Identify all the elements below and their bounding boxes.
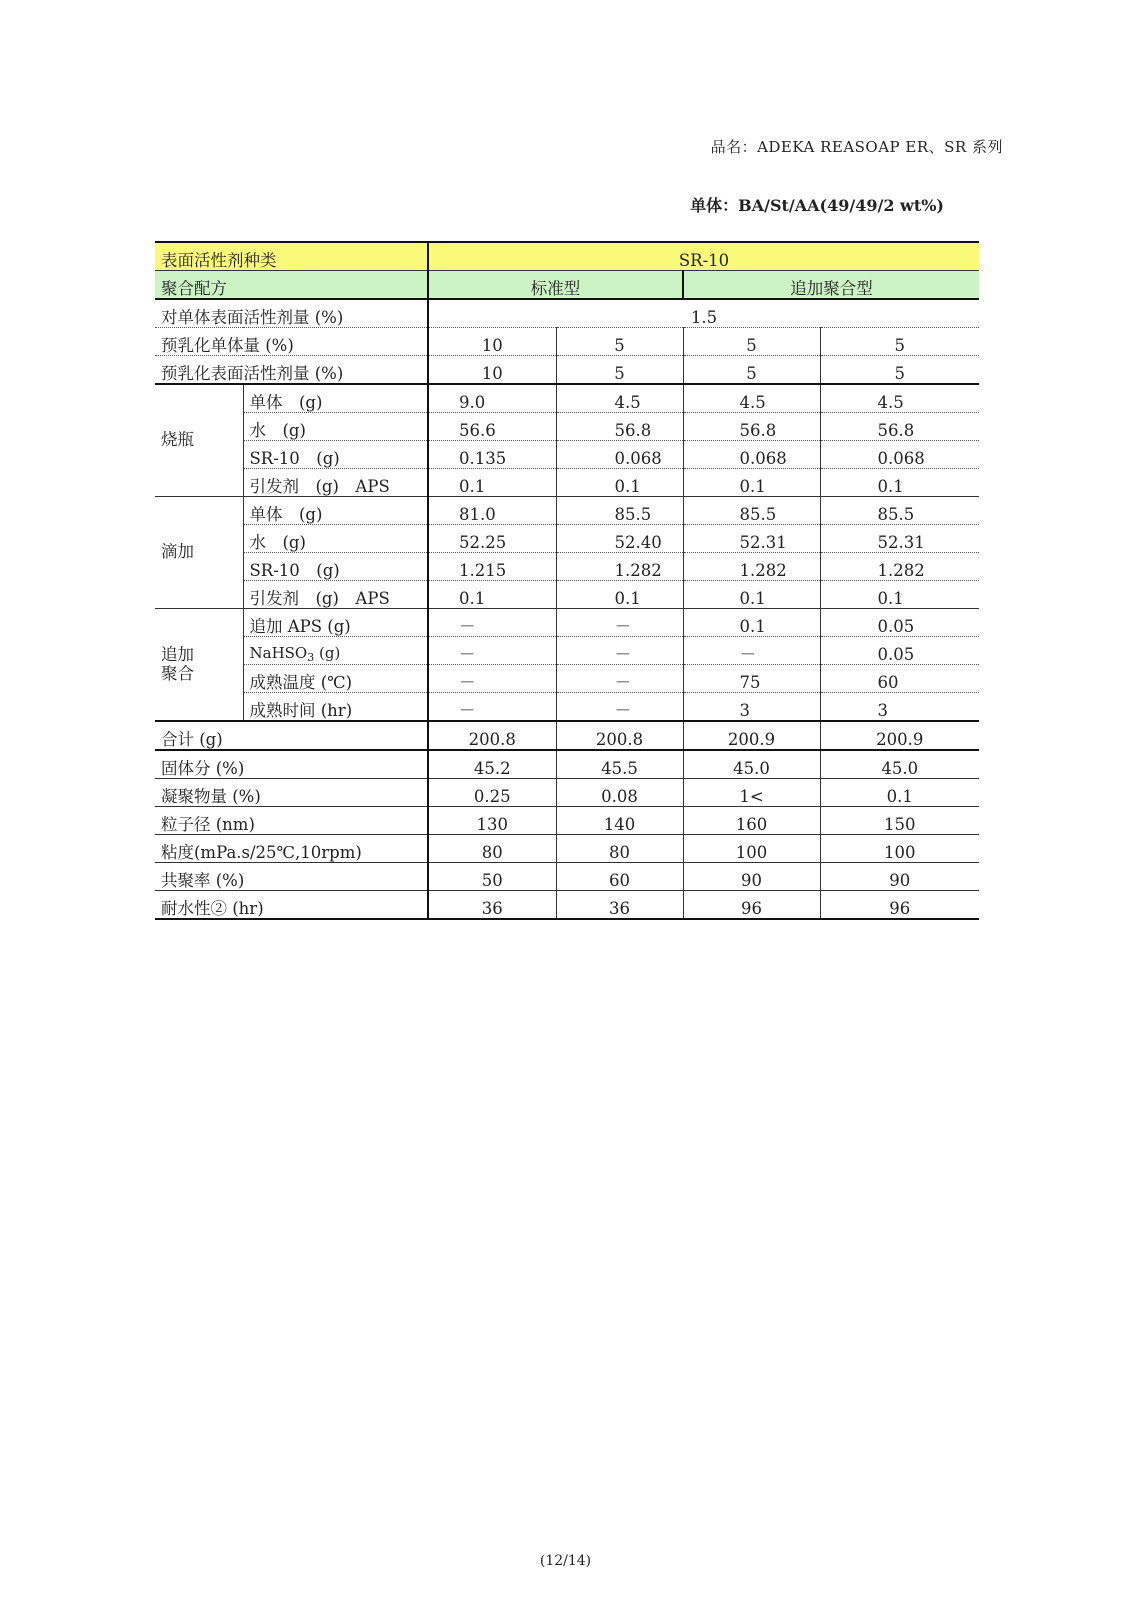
nahso3-label-subscript: 3 [307,650,315,664]
value-cell: 100 [683,835,820,863]
value-cell: 96 [820,891,979,920]
recipe-standard: 标准型 [428,271,683,300]
value-cell: 5 [683,356,820,385]
value-cell: 4.5 [820,384,979,413]
table-row [155,497,979,525]
product-name-header: 品名：ADEKA REASOAP ER、SR 系列 [710,138,1003,156]
row-label: 成熟时间 (hr) [243,693,428,722]
value-cell: 1.215 [428,553,556,581]
value-cell: 0.1 [556,469,683,497]
nahso3-label-suffix: (g) [314,643,341,662]
row-label: 单体 (g) [243,497,428,525]
value-cell: 56.6 [428,413,556,441]
value-cell: 36 [556,891,683,920]
value-cell: 36 [428,891,556,920]
value-cell: － [683,637,820,665]
value-cell: 0.1 [556,581,683,609]
row-label: 预乳化单体量 (%) [155,328,428,356]
table-row [155,356,979,385]
value-cell: － [556,637,683,665]
value-cell: 130 [428,807,556,835]
table-row [155,665,979,693]
value-cell: － [556,693,683,722]
dropwise-group-label-line: 滴加 [161,542,194,562]
value-cell: 81.0 [428,497,556,525]
value-cell: 9.0 [428,384,556,413]
value-cell: 150 [820,807,979,835]
value-cell: 56.8 [556,413,683,441]
value-cell: 56.8 [683,413,820,441]
value-cell: 1< [683,779,820,807]
row-label: 水 (g) [243,525,428,553]
value-cell: 10 [428,356,556,385]
additional-group-label [155,609,243,722]
value-cell: 56.8 [820,413,979,441]
table-row [155,750,979,779]
value-cell: 5 [820,328,979,356]
table-row [155,242,979,271]
value-cell: 90 [820,863,979,891]
table-row [155,721,979,750]
row-label: 成熟温度 (℃) [243,665,428,693]
value-cell: 100 [820,835,979,863]
value-cell: 0.135 [428,441,556,469]
value-cell: 5 [820,356,979,385]
value-cell: － [556,609,683,637]
flask-group-label-line: 烧瓶 [161,430,194,450]
table-row [155,807,979,835]
value-cell: 3 [820,693,979,722]
row-label: SR-10 (g) [243,441,428,469]
value-cell: 0.05 [820,637,979,665]
table-row [155,384,979,413]
value-cell: 0.08 [556,779,683,807]
value-cell: 1.282 [683,553,820,581]
value-cell: 200.8 [428,721,556,750]
value-cell: 1.282 [820,553,979,581]
additional-group-label-line: 追加 [161,645,194,665]
table-row [155,553,979,581]
value-cell: 0.068 [683,441,820,469]
value-cell: 4.5 [683,384,820,413]
value-cell: 45.5 [556,750,683,779]
value-cell: 0.1 [683,609,820,637]
row-label: 预乳化表面活性剂量 (%) [155,356,428,385]
value-cell: － [428,665,556,693]
value-cell: 0.05 [820,609,979,637]
nahso3-label-prefix: NaHSO [249,643,308,662]
value-cell: 45.0 [683,750,820,779]
value-cell: 5 [556,356,683,385]
table-row [155,328,979,356]
value-cell: 0.1 [428,469,556,497]
value-cell: 200.9 [820,721,979,750]
value-cell: 52.31 [683,525,820,553]
result-label: 共聚率 (%) [155,863,428,891]
table-row [155,271,979,300]
value-cell: 200.8 [556,721,683,750]
dropwise-group-label [155,497,243,609]
value-cell: 0.1 [820,581,979,609]
value-cell: － [428,637,556,665]
table-row [155,299,979,328]
row-label: SR-10 (g) [243,553,428,581]
table-row [155,891,979,920]
table-row [155,525,979,553]
result-label: 凝聚物量 (%) [155,779,428,807]
value-cell: 90 [683,863,820,891]
value-cell: 0.1 [683,469,820,497]
value-cell: 52.40 [556,525,683,553]
value-cell: 0.068 [820,441,979,469]
monomer-composition: 单体：BA/St/AA(49/49/2 wt%) [690,196,944,215]
value-cell: － [428,693,556,722]
value-cell: 80 [556,835,683,863]
row-label: 水 (g) [243,413,428,441]
value-cell: 80 [428,835,556,863]
row-label: 单体 (g) [243,384,428,413]
value-cell: 52.25 [428,525,556,553]
additional-group-label-line: 聚合 [161,663,194,683]
row-label: 追加 APS (g) [243,609,428,637]
recipe-label: 聚合配方 [155,271,428,300]
surfactant-amount-label: 对单体表面活性剂量 (%) [155,299,428,328]
result-label: 耐水性② (hr) [155,891,428,920]
value-cell: 0.1 [683,581,820,609]
value-cell: － [428,609,556,637]
total-label: 合计 (g) [155,721,428,750]
value-cell: 1.282 [556,553,683,581]
result-label: 粘度(mPa.s/25℃,10rpm) [155,835,428,863]
table-row [155,637,979,665]
table-row [155,581,979,609]
value-cell: 52.31 [820,525,979,553]
row-label: 引发剂 (g) APS [243,469,428,497]
recipe-additional: 追加聚合型 [683,271,979,300]
value-cell: 140 [556,807,683,835]
value-cell: 75 [683,665,820,693]
value-cell: 0.1 [428,581,556,609]
value-cell: 85.5 [820,497,979,525]
surfactant-type-label: 表面活性剂种类 [155,242,428,271]
value-cell: 3 [683,693,820,722]
table-row [155,835,979,863]
value-cell: 4.5 [556,384,683,413]
value-cell: － [556,665,683,693]
value-cell: 200.9 [683,721,820,750]
value-cell: 0.068 [556,441,683,469]
row-label: 引发剂 (g) APS [243,581,428,609]
value-cell: 45.2 [428,750,556,779]
flask-group-label [155,384,243,497]
table-row [155,863,979,891]
formulation-table [155,241,979,920]
value-cell: 60 [820,665,979,693]
value-cell: 0.1 [820,469,979,497]
value-cell: 10 [428,328,556,356]
value-cell: 0.25 [428,779,556,807]
surfactant-amount-value: 1.5 [428,299,979,328]
value-cell: 85.5 [556,497,683,525]
result-label: 固体分 (%) [155,750,428,779]
result-label: 粒子径 (nm) [155,807,428,835]
surfactant-type-value: SR-10 [428,242,979,271]
value-cell: 96 [683,891,820,920]
value-cell: 85.5 [683,497,820,525]
value-cell: 50 [428,863,556,891]
table-row [155,413,979,441]
row-label [243,637,428,665]
table-row [155,779,979,807]
value-cell: 0.1 [820,779,979,807]
table-row [155,441,979,469]
value-cell: 60 [556,863,683,891]
value-cell: 160 [683,807,820,835]
table-row [155,609,979,637]
value-cell: 5 [683,328,820,356]
value-cell: 45.0 [820,750,979,779]
value-cell: 5 [556,328,683,356]
table-row [155,469,979,497]
table-row [155,693,979,722]
page-number: (12/14) [539,1553,592,1569]
